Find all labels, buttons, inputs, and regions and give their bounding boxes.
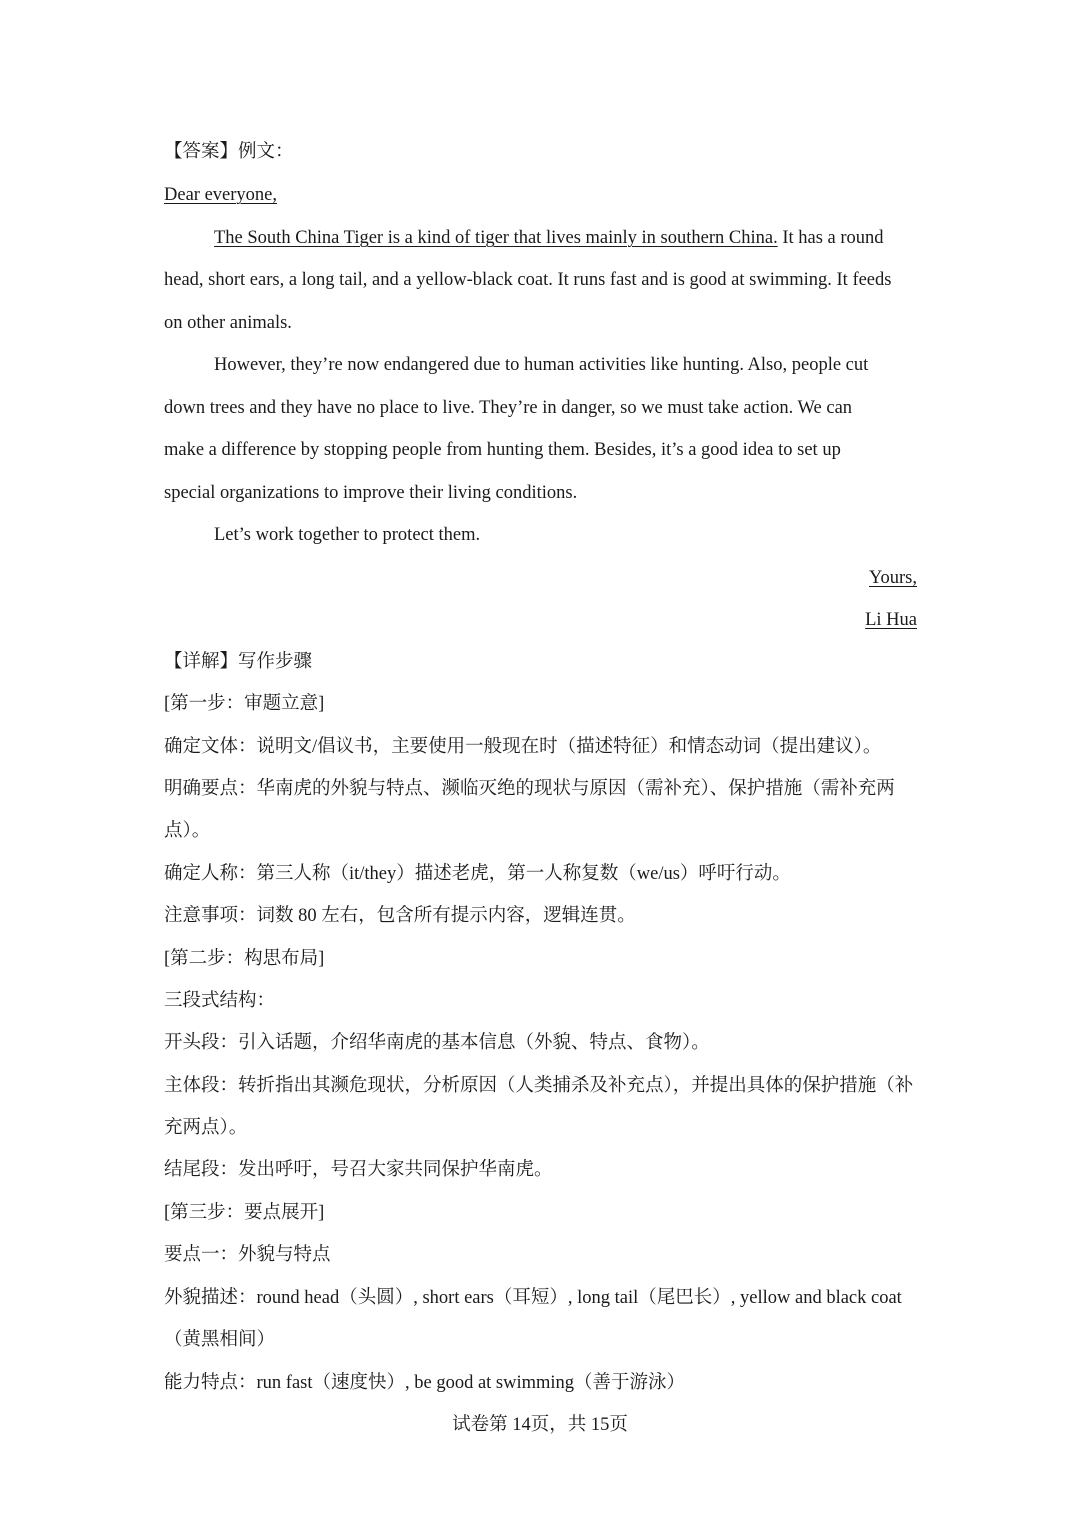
signature-text: Li Hua xyxy=(865,610,917,630)
paragraph-2-line-1: However, they’re now endangered due to human activities like hunting. Also, people cut xyxy=(214,355,869,375)
paragraph-1-line-1 xyxy=(214,226,918,250)
step-2-body-line-1: 主体段：转折指出其濒危现状，分析原因（人类捕杀及补充点），并提出具体的保护措施（补 xyxy=(164,1076,914,1096)
step-1-title: [第一步：审题立意] xyxy=(164,694,325,714)
page-number-footer: 试卷第 14页，共 15页 xyxy=(452,1415,628,1435)
step-3-point-1: 要点一：外貌与特点 xyxy=(164,1245,331,1265)
step-3-ability: 能力特点：run fast（速度快）, be good at swimming（善于游泳） xyxy=(164,1373,686,1393)
step-1-person: 确定人称：第三人称（it/they）描述老虎，第一人称复数（we/us）呼吁行动。 xyxy=(164,864,791,884)
answer-heading: 【答案】例文： xyxy=(164,142,294,162)
letter-salutation xyxy=(164,183,918,207)
step-3-appearance-line-2: （黄黑相间） xyxy=(164,1330,276,1350)
salutation-text: Dear everyone, xyxy=(164,185,277,205)
explanation-heading: 【详解】写作步骤 xyxy=(164,652,313,672)
closing-text: Yours, xyxy=(869,568,917,588)
step-1-points-line-1: 明确要点：华南虎的外貌与特点、濒临灭绝的现状与原因（需补充）、保护措施（需补充两 xyxy=(164,779,895,799)
paragraph-3-line-1: Let’s work together to protect them. xyxy=(214,525,481,545)
topic-sentence: The South China Tiger is a kind of tiger that lives mainly in southern China. xyxy=(214,228,778,248)
letter-closing xyxy=(869,566,917,590)
paragraph-2-line-3: make a difference by stopping people from hunting them. Besides, it’s a good idea to set up xyxy=(164,440,841,460)
paragraph-1-line-3: on other animals. xyxy=(164,313,292,333)
letter-signature xyxy=(865,608,917,632)
step-3-appearance-line-1: 外貌描述：round head（头圆）, short ears（耳短）, long tail（尾巴长）, yellow and black coat xyxy=(164,1288,902,1308)
paragraph-2-line-2: down trees and they have no place to live. They’re in danger, so we must take action. We can xyxy=(164,398,853,418)
step-2-body-line-2: 充两点）。 xyxy=(164,1118,248,1138)
paragraph-1-line-2: head, short ears, a long tail, and a yellow-black coat. It runs fast and is good at swimming. It feeds xyxy=(164,270,892,290)
step-1-points-line-2: 点）。 xyxy=(164,821,211,841)
step-3-title: [第三步：要点展开] xyxy=(164,1203,325,1223)
step-2-ending: 结尾段：发出呼吁，号召大家共同保护华南虎。 xyxy=(164,1160,553,1180)
step-1-genre: 确定文体：说明文/倡议书，主要使用一般现在时（描述特征）和情态动词（提出建议）。 xyxy=(164,737,882,757)
paragraph-2-line-4: special organizations to improve their living conditions. xyxy=(164,483,578,503)
step-2-title: [第二步：构思布局] xyxy=(164,949,325,969)
step-1-notes: 注意事项：词数 80 左右，包含所有提示内容，逻辑连贯。 xyxy=(164,906,636,926)
step-2-structure: 三段式结构： xyxy=(164,991,276,1011)
paragraph-1-line-1-rest: It has a round xyxy=(777,228,884,248)
step-2-opening: 开头段：引入话题，介绍华南虎的基本信息（外貌、特点、食物）。 xyxy=(164,1033,710,1053)
